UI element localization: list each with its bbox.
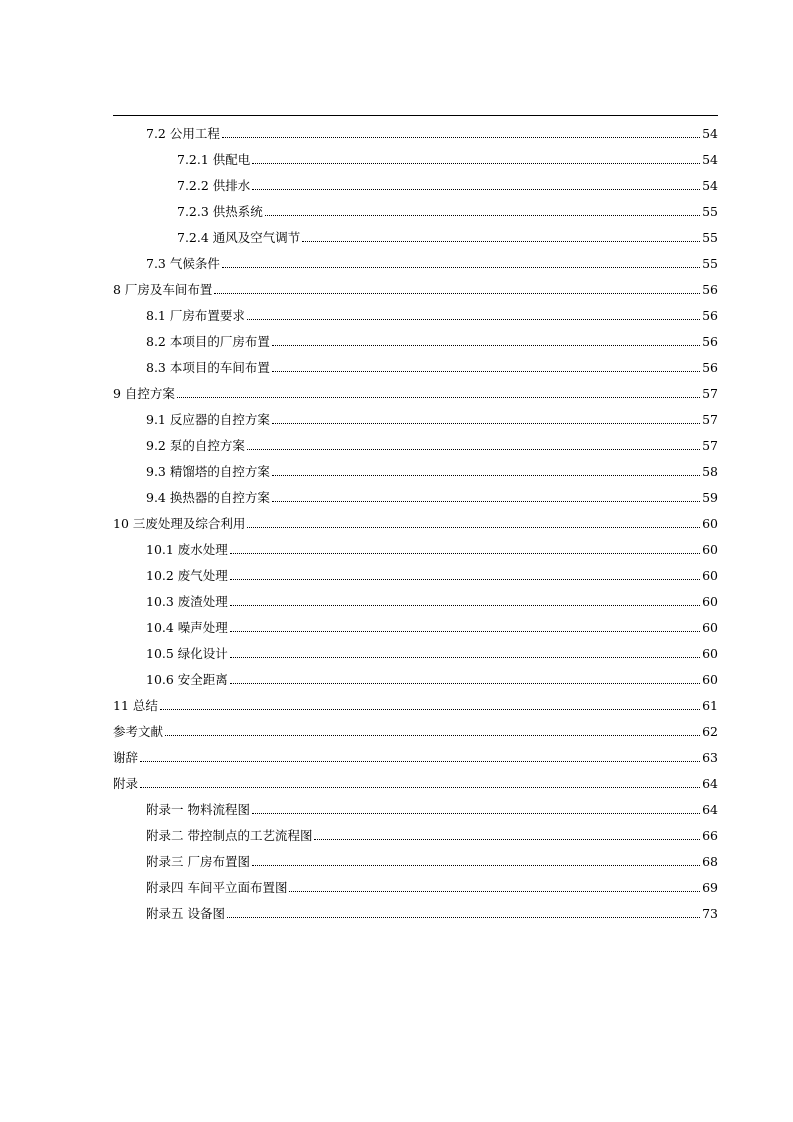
toc-dot-leader (272, 423, 700, 424)
toc-entry-page: 59 (702, 490, 718, 505)
toc-entry[interactable] (113, 793, 718, 819)
toc-dot-leader (272, 475, 700, 476)
toc-entry-page: 73 (702, 906, 718, 921)
toc-entry[interactable] (113, 741, 718, 767)
toc-entry-title: 8.1 厂房布置要求 (146, 308, 245, 323)
toc-entry-page: 68 (702, 854, 718, 869)
toc-entry-page: 54 (702, 178, 718, 193)
toc-entry-title: 10.3 废渣处理 (146, 594, 228, 609)
toc-entry-title: 10.2 废气处理 (146, 568, 228, 583)
toc-entry[interactable] (113, 351, 718, 377)
toc-dot-leader (252, 189, 700, 190)
toc-dot-leader (289, 891, 700, 892)
toc-dot-leader (230, 631, 700, 632)
toc-entry-page: 60 (702, 672, 718, 687)
toc-entry-title: 附录五 设备图 (146, 906, 225, 921)
toc-dot-leader (230, 579, 700, 580)
toc-dot-leader (272, 345, 700, 346)
toc-entry[interactable] (113, 481, 718, 507)
toc-entry[interactable] (113, 715, 718, 741)
toc-dot-leader (302, 241, 700, 242)
toc-entry-title: 9.1 反应器的自控方案 (146, 412, 270, 427)
toc-entry-title: 7.2.3 供热系统 (177, 204, 263, 219)
toc-entry[interactable] (113, 299, 718, 325)
toc-entry[interactable] (113, 611, 718, 637)
toc-entry-page: 54 (702, 152, 718, 167)
toc-entry-page: 57 (702, 412, 718, 427)
toc-entry[interactable] (113, 507, 718, 533)
toc-entry-page: 56 (702, 282, 718, 297)
toc-entry-title: 7.2.4 通风及空气调节 (177, 230, 301, 245)
toc-entry[interactable] (113, 819, 718, 845)
toc-entry-title: 11 总结 (113, 698, 158, 713)
toc-entry-page: 60 (702, 516, 718, 531)
toc-entry[interactable] (113, 429, 718, 455)
toc-entry-title: 7.2 公用工程 (146, 126, 220, 141)
toc-dot-leader (230, 683, 700, 684)
toc-entry-title: 7.3 气候条件 (146, 256, 220, 271)
toc-dot-leader (252, 865, 700, 866)
toc-entry-page: 57 (702, 386, 718, 401)
toc-entry-title: 8.3 本项目的车间布置 (146, 360, 270, 375)
toc-entry-page: 64 (702, 776, 718, 791)
toc-entry-page: 56 (702, 308, 718, 323)
toc-entry[interactable] (113, 767, 718, 793)
toc-entry[interactable] (113, 403, 718, 429)
toc-entry-title: 8.2 本项目的厂房布置 (146, 334, 270, 349)
toc-entry-title: 附录三 厂房布置图 (146, 854, 250, 869)
toc-dot-leader (265, 215, 700, 216)
toc-entry-page: 55 (702, 256, 718, 271)
toc-entry-page: 58 (702, 464, 718, 479)
toc-entry[interactable] (113, 273, 718, 299)
toc-entry-page: 54 (702, 126, 718, 141)
toc-entry-title: 9.4 换热器的自控方案 (146, 490, 270, 505)
toc-entry-page: 61 (702, 698, 718, 713)
toc-dot-leader (230, 657, 700, 658)
toc-dot-leader (247, 449, 700, 450)
toc-entry[interactable] (113, 637, 718, 663)
toc-entry-title: 附录二 带控制点的工艺流程图 (146, 828, 313, 843)
toc-entry[interactable] (113, 455, 718, 481)
toc-entry[interactable] (113, 559, 718, 585)
toc-dot-leader (214, 293, 700, 294)
toc-entry-page: 60 (702, 620, 718, 635)
toc-entry-page: 60 (702, 594, 718, 609)
toc-dot-leader (140, 761, 700, 762)
toc-entry-page: 64 (702, 802, 718, 817)
toc-entry[interactable] (113, 247, 718, 273)
toc-entry[interactable] (113, 377, 718, 403)
toc-entry-title: 8 厂房及车间布置 (113, 282, 213, 297)
toc-entry-title: 参考文献 (113, 724, 164, 739)
toc-entry-title: 9.2 泵的自控方案 (146, 438, 245, 453)
toc-dot-leader (165, 735, 700, 736)
toc-dot-leader (222, 267, 700, 268)
toc-entry-page: 57 (702, 438, 718, 453)
toc-entry-title: 10.5 绿化设计 (146, 646, 228, 661)
toc-entry[interactable] (113, 533, 718, 559)
toc-entry[interactable] (113, 221, 718, 247)
table-of-contents (113, 117, 718, 923)
toc-entry-title: 附录四 车间平立面布置图 (146, 880, 288, 895)
toc-dot-leader (227, 917, 700, 918)
toc-entry-title: 附录 (113, 776, 139, 791)
toc-dot-leader (272, 371, 700, 372)
toc-entry-page: 55 (702, 230, 718, 245)
toc-entry-page: 62 (702, 724, 718, 739)
toc-dot-leader (252, 813, 700, 814)
toc-dot-leader (247, 319, 700, 320)
toc-dot-leader (272, 501, 700, 502)
toc-entry-page: 60 (702, 568, 718, 583)
toc-entry-title: 9 自控方案 (113, 386, 175, 401)
toc-entry-title: 10.4 噪声处理 (146, 620, 228, 635)
toc-entry-page: 63 (702, 750, 718, 765)
toc-entry-page: 56 (702, 334, 718, 349)
toc-dot-leader (252, 163, 700, 164)
toc-entry-title: 附录一 物料流程图 (146, 802, 250, 817)
toc-entry[interactable] (113, 143, 718, 169)
toc-entry-page: 69 (702, 880, 718, 895)
toc-entry-page: 56 (702, 360, 718, 375)
toc-entry-title: 10.6 安全距离 (146, 672, 228, 687)
toc-entry[interactable] (113, 689, 718, 715)
toc-entry[interactable] (113, 663, 718, 689)
toc-dot-leader (177, 397, 700, 398)
toc-entry[interactable] (113, 195, 718, 221)
toc-entry[interactable] (113, 585, 718, 611)
toc-entry-title: 谢辞 (113, 750, 139, 765)
toc-entry-title: 7.2.1 供配电 (177, 152, 251, 167)
header-rule (113, 115, 718, 116)
toc-dot-leader (230, 553, 700, 554)
toc-dot-leader (160, 709, 700, 710)
toc-dot-leader (314, 839, 700, 840)
toc-entry-title: 9.3 精馏塔的自控方案 (146, 464, 270, 479)
toc-entry-page: 60 (702, 542, 718, 557)
toc-dot-leader (222, 137, 700, 138)
toc-entry-page: 60 (702, 646, 718, 661)
toc-dot-leader (140, 787, 700, 788)
toc-entry-page: 55 (702, 204, 718, 219)
toc-dot-leader (230, 605, 700, 606)
toc-entry[interactable] (113, 871, 718, 897)
toc-entry-title: 10 三废处理及综合利用 (113, 516, 246, 531)
toc-entry-page: 66 (702, 828, 718, 843)
toc-entry[interactable] (113, 325, 718, 351)
toc-entry[interactable] (113, 897, 718, 923)
toc-dot-leader (247, 527, 700, 528)
toc-entry[interactable] (113, 169, 718, 195)
toc-entry-title: 10.1 废水处理 (146, 542, 228, 557)
toc-entry[interactable] (113, 845, 718, 871)
toc-entry[interactable] (113, 117, 718, 143)
toc-entry-title: 7.2.2 供排水 (177, 178, 251, 193)
